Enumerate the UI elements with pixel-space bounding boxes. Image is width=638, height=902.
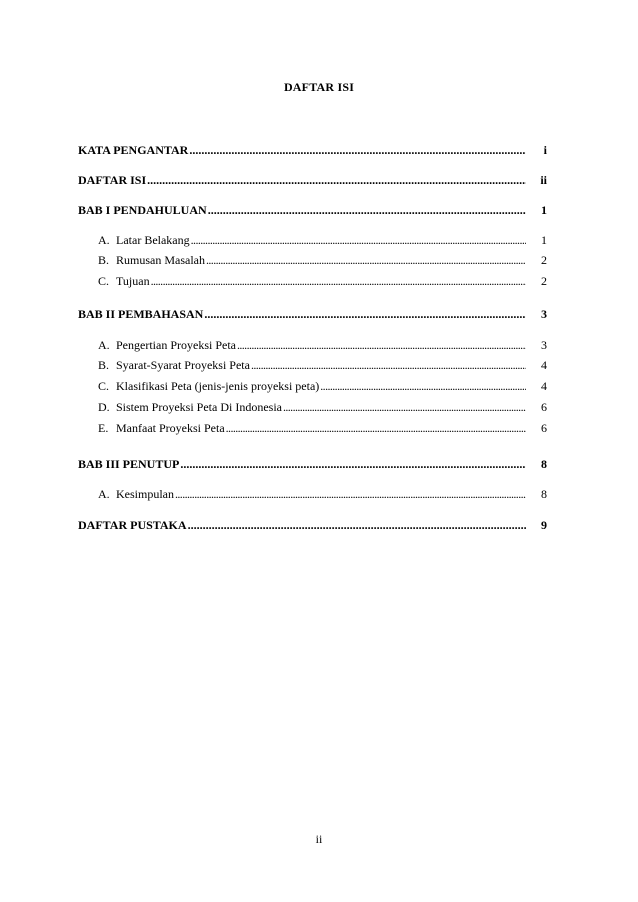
dot-leader [188, 517, 526, 533]
toc-entry-bab-1[interactable] [78, 202, 547, 218]
toc-entry-page: 9 [541, 518, 547, 532]
footer-page-number: ii [315, 832, 323, 846]
dot-leader [180, 456, 526, 472]
toc-entry-pengertian-proyeksi-peta[interactable] [98, 337, 547, 353]
dot-leader [189, 142, 526, 158]
toc-entry-rumusan-masalah[interactable] [98, 252, 547, 268]
toc-entry-kata-pengantar[interactable] [78, 142, 547, 158]
dot-leader [151, 273, 526, 289]
toc-entry-page: 8 [541, 487, 547, 501]
toc-entry-label: Kesimpulan [116, 487, 174, 501]
toc-entry-label: BAB I PENDAHULUAN [78, 203, 207, 217]
toc-entry-page: 2 [541, 253, 547, 267]
toc-entry-daftar-pustaka[interactable] [78, 517, 547, 533]
toc-entry-page: 4 [541, 358, 547, 372]
toc-entry-page: 1 [541, 233, 547, 247]
toc-entry-label: Manfaat Proyeksi Peta [116, 421, 225, 435]
toc-entry-label: Tujuan [116, 274, 150, 288]
toc-entry-label: KATA PENGANTAR [78, 143, 189, 157]
toc-entry-page: 6 [541, 400, 547, 414]
toc-entry-page: ii [540, 173, 547, 187]
toc-entry-label: Syarat-Syarat Proyeksi Peta [116, 358, 250, 372]
dot-leader [208, 202, 526, 218]
dot-leader [251, 357, 526, 373]
dot-leader [320, 378, 526, 394]
toc-entry-letter: A. [98, 487, 110, 501]
toc-entry-label: BAB III PENUTUP [78, 457, 180, 471]
toc-entry-latar-belakang[interactable] [98, 232, 547, 248]
dot-leader [237, 337, 526, 353]
toc-entry-bab-2[interactable] [78, 306, 547, 322]
toc-entry-label: BAB II PEMBAHASAN [78, 307, 204, 321]
toc-entry-letter: B. [98, 358, 110, 372]
toc-entry-page: 8 [541, 457, 547, 471]
toc-entry-letter: D. [98, 400, 110, 414]
toc-entry-sistem-proyeksi[interactable] [98, 399, 547, 415]
toc-entry-label: DAFTAR ISI [78, 173, 147, 187]
dot-leader [204, 306, 526, 322]
toc-entry-page: 2 [541, 274, 547, 288]
toc-entry-letter: B. [98, 253, 110, 267]
toc-entry-kesimpulan[interactable] [98, 486, 547, 502]
toc-entry-letter: A. [98, 233, 110, 247]
toc-entry-klasifikasi-peta[interactable] [98, 378, 547, 394]
toc-entry-manfaat-proyeksi[interactable] [98, 420, 547, 436]
dot-leader [226, 420, 526, 436]
toc-entry-letter: E. [98, 421, 109, 435]
toc-entry-page: 4 [541, 379, 547, 393]
toc-entry-letter: A. [98, 338, 110, 352]
dot-leader [283, 399, 526, 415]
toc-entry-bab-3[interactable] [78, 456, 547, 472]
toc-entry-syarat-syarat[interactable] [98, 357, 547, 373]
toc-entry-page: 3 [541, 307, 547, 321]
toc-entry-label: Klasifikasi Peta (jenis-jenis proyeksi peta) [116, 379, 320, 393]
toc-entry-page: i [543, 143, 547, 157]
page-title: DAFTAR ISI [283, 80, 355, 94]
toc-entry-label: Sistem Proyeksi Peta Di Indonesia [116, 400, 282, 414]
toc-entry-letter: C. [98, 379, 110, 393]
toc-entry-letter: C. [98, 274, 110, 288]
dot-leader [191, 232, 526, 248]
toc-entry-page: 6 [541, 421, 547, 435]
dot-leader [175, 486, 526, 502]
dot-leader [206, 252, 526, 268]
toc-entry-label: Pengertian Proyeksi Peta [116, 338, 236, 352]
toc-entry-daftar-isi[interactable] [78, 172, 547, 188]
toc-entry-tujuan[interactable] [98, 273, 547, 289]
dot-leader [147, 172, 526, 188]
toc-entry-page: 3 [541, 338, 547, 352]
toc-entry-page: 1 [541, 203, 547, 217]
toc-entry-label: DAFTAR PUSTAKA [78, 518, 187, 532]
toc-entry-label: Latar Belakang [116, 233, 190, 247]
toc-entry-label: Rumusan Masalah [116, 253, 205, 267]
